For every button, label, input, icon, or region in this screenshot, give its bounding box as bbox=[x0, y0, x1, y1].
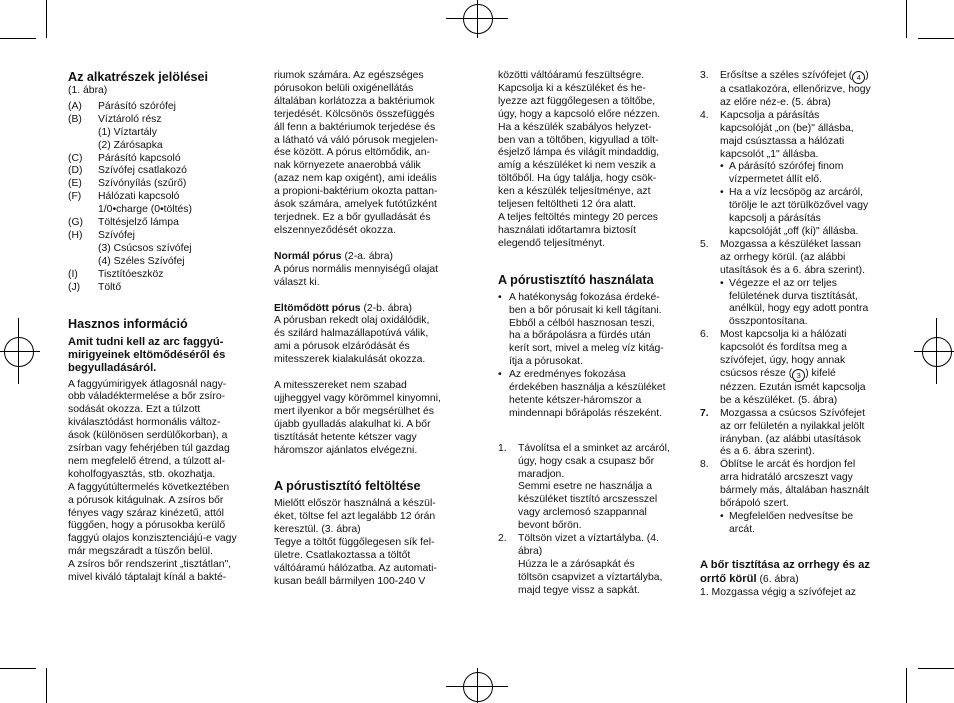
text-line: A zsíros bőr rendszerint „tisztátlan", bbox=[68, 559, 232, 571]
clogged-pore-ref: (2-b. ábra) bbox=[360, 302, 412, 314]
text-line: A mitesszereket nem szabad bbox=[274, 380, 407, 392]
part-item: (J) Töltő bbox=[68, 281, 122, 293]
text-line: A teljes feltöltés mintegy 20 perces bbox=[498, 211, 658, 223]
text-line: elszennyeződését okozza. bbox=[274, 224, 396, 236]
text-line: nem megfelelő étrend, a túlzott al- bbox=[68, 455, 226, 467]
text-line: Öblítse le arcát és hordjon fel bbox=[720, 459, 856, 471]
part-item: 1/0•charge (0•töltés) bbox=[98, 204, 192, 216]
blackhead-paragraph bbox=[274, 380, 462, 457]
column-4 bbox=[700, 70, 888, 600]
charging-text bbox=[274, 498, 462, 588]
text-line: használati időtartamra biztosít bbox=[498, 224, 637, 236]
text-line: kapcsolót „1" állásba. bbox=[720, 148, 819, 160]
text-line: választ ki. bbox=[274, 276, 320, 288]
text-line: nézzen. Ezután ismét kapcsolja bbox=[720, 381, 866, 393]
text-line: A pórus normális mennyiségű olajat bbox=[274, 263, 439, 275]
wide-nozzle-icon: 4 bbox=[852, 71, 865, 84]
intro-paragraph bbox=[274, 70, 462, 238]
text-line: ületre. Csatlakoztassa a töltőt bbox=[274, 550, 411, 562]
text-line: Mielőtt először használná a készül- bbox=[274, 498, 436, 510]
text-line: A pórusban rekedt olaj oxidálódik, bbox=[274, 315, 430, 327]
part-item: (G) Töltésjelző lámpa bbox=[68, 217, 179, 229]
info-title: Hasznos információ bbox=[68, 316, 188, 331]
crop-mark bbox=[46, 0, 47, 38]
registration-mark bbox=[463, 672, 493, 702]
step-5: 5. Mozgassa a készüléket lassan az orrhegy körül. (az alábbi utasítások és a 6. ábra szerint). bbox=[700, 239, 888, 278]
text-line: terjedését. Kölcsönös összefüggés bbox=[274, 108, 435, 120]
text-line: éket, töltse fel azt legalább 12 órán bbox=[274, 511, 436, 523]
usage-bullets bbox=[498, 292, 682, 421]
text-line: a pórusok kitágulnak. A zsíros bőr bbox=[68, 494, 224, 506]
column-2 bbox=[274, 70, 462, 589]
registration-mark bbox=[914, 351, 954, 352]
text-line: tisztítását hetente kétszer vagy bbox=[274, 431, 417, 443]
normal-pore-text bbox=[274, 264, 462, 290]
usage-title: A pórustisztító használata bbox=[498, 272, 654, 287]
text-line: a propioni-baktérium okozta pattan- bbox=[274, 186, 438, 198]
part-item: (3) Csúcsos szívófej bbox=[98, 242, 192, 254]
text-line: ujjheggyel vagy körömmel kinyomni, bbox=[274, 392, 441, 404]
step-6: 6. Most kapcsolja ki a hálózati kapcsolót és fordítsa meg a szívófejet, úgy, hogy annak csúcsos része ( 3 ) kifelé nézzen. Ezután ismét kapcsolja be a készüléket. (5. ábra) bbox=[700, 329, 888, 408]
usage-step: 2. Töltsön vizet a víztartályba. (4. ábra) Húzza le a zárósapkát és töltsön csapvizet a víztartályba, majd tegye vissz a sapkát. bbox=[498, 533, 663, 596]
text-line: obb váladéktermelése a bőr zsíro- bbox=[68, 391, 226, 403]
text-line: irányban. (az alábbi utasítások bbox=[720, 433, 861, 445]
charging-text-cont bbox=[498, 70, 682, 251]
text-line: és szilárd halmazállapotúvá válik, bbox=[274, 328, 429, 340]
part-item: (I) Tisztítóeszköz bbox=[68, 268, 164, 280]
text-line: újabb gyulladás alakulhat ki. A bőr bbox=[274, 418, 431, 430]
text-line: töltőből. Ha úgy találja, hogy csök- bbox=[498, 173, 657, 185]
parts-title: Az alkatrészek jelölései bbox=[68, 70, 209, 84]
text-line: bőrápoló szert. bbox=[720, 498, 789, 510]
text-line: az orr felületén a nyilakkal jelölt bbox=[720, 420, 865, 432]
usage-steps bbox=[498, 443, 682, 598]
text-line: sodását okozza. Ezt a túlzott bbox=[68, 404, 201, 416]
text-line: fényes vagy száraz kinézetű, attól bbox=[68, 507, 224, 519]
text-line: ken a készülék teljesítménye, azt bbox=[498, 186, 651, 198]
part-item: (1) Víztartály bbox=[98, 126, 157, 138]
text-line: kapcsolót és fordítsa meg a bbox=[720, 342, 848, 354]
registration-mark bbox=[936, 318, 937, 384]
text-line: ben van a töltőben, kigyullad a tölt- bbox=[498, 134, 659, 146]
text-line: mert ilyenkor a bőr megsérülhet és bbox=[274, 405, 434, 417]
text-line: és a 6. ábra szerint). bbox=[720, 446, 815, 458]
text-line: bármely más, általában használt bbox=[720, 485, 870, 497]
text-line: kapcsolóját „on (be)" állásba, bbox=[720, 122, 854, 134]
text-line: terjednek. Ez a bőr gyulladását és bbox=[274, 211, 431, 223]
text-line: be a készüléket. (5. ábra) bbox=[720, 394, 838, 406]
part-item: (4) Széles Szívófej bbox=[98, 255, 185, 267]
part-item: (E) Szívónyílás (szűrő) bbox=[68, 178, 187, 190]
text-line: koholfogyasztás, stb. okozhatja. bbox=[68, 468, 216, 480]
text-line: az orrhegy körül. (az alábbi bbox=[720, 251, 846, 263]
bullet-item: • Ha a víz lecsöpög az arcáról, törölje le azt törülközővel vagy kapcsolj a párásítás kapcsolóját „off (ki)" állásba. bbox=[720, 187, 869, 237]
bullet-item: • Megfelelően nedvesítse be arcát. bbox=[720, 511, 854, 535]
info-subtitle: Amit tudni kell az arc faggyú-mirigyeinek eltömődéséről és begyulladásáról. bbox=[68, 335, 226, 374]
text-line: mitesszerek kialakulását okozza. bbox=[274, 354, 426, 366]
crop-mark bbox=[918, 668, 954, 669]
bullet-item: • Végezze el az orr teljes felületének durva tisztítását, anélkül, hogy egy adott pontra összpontosítana. bbox=[720, 277, 869, 328]
bullet-icon: • bbox=[720, 161, 724, 173]
normal-pore-title: Normál pórus bbox=[274, 250, 342, 262]
part-item: (B) Víztároló rész bbox=[68, 113, 162, 125]
text-line: az előre néz-e. (5. ábra) bbox=[720, 96, 831, 108]
part-item: (F) Hálózati kapcsoló bbox=[68, 191, 180, 203]
bullet-item: • A hatékonyság fokozása érdeké- ben a bőr pórusait ki kell tágítani. Ebből a célból hasznosan teszi, ha a bőrápolásra a fürdés után kerít sort, mivel a meleg víz kitág- ítja a pórusokat. bbox=[498, 291, 664, 368]
text-line: teljesen feltöltheti 12 óra alatt. bbox=[498, 199, 637, 211]
text-line: Kapcsolja ki a készüléket és he- bbox=[498, 82, 646, 94]
nose-step-1: 1. Mozgassa végig a szívófejet az bbox=[700, 586, 856, 598]
text-line: mivel kiváló táptalajt kínál a bakté- bbox=[68, 572, 227, 584]
bullet-icon: • bbox=[720, 511, 724, 522]
text-line: függően, hogy a pórusokba kerülő bbox=[68, 520, 226, 532]
parts-list bbox=[68, 101, 258, 295]
text-line: ése között. A pórus eltömődik, an- bbox=[274, 147, 430, 159]
step-8: 8. Öblítse le arcát és hordjon fel arra hidratáló arcszeszt vagy bármely más, általában használt bőrápoló szert. bbox=[700, 459, 888, 511]
step-8-bullets bbox=[700, 511, 888, 537]
text-line: zsírban vagy fehérjében túl gazdag bbox=[68, 443, 230, 455]
usage-step: 1. Távolítsa el a sminket az arcáról, úgy, hogy csak a csupasz bőr maradjon. Semmi esetre ne használja a készüléket tisztító arcszesszel vagy arclemosó szappannal bevont bőrön. bbox=[498, 442, 670, 532]
part-item: (2) Zárósapka bbox=[98, 139, 163, 151]
text-line: kiválasztódást hormonális változ- bbox=[68, 417, 221, 429]
part-item: (H) Szívófej bbox=[68, 229, 135, 241]
column-1 bbox=[68, 70, 258, 585]
crop-mark bbox=[906, 0, 907, 38]
text-line: kusan beáll bármilyen 100-240 V bbox=[274, 575, 426, 587]
text-line: ésjelző lámpa és világít mindaddig, bbox=[498, 147, 660, 159]
text-line: a csatlakozóra, ellenőrizve, hogy bbox=[720, 84, 871, 95]
part-item: (C) Párásító kapcsoló bbox=[68, 152, 181, 164]
text-line: Ha a készülék szabályos helyzet- bbox=[498, 121, 652, 133]
text-line: közötti váltóáramú feszültségre. bbox=[498, 70, 645, 81]
text-line: arra hidratáló arcszeszt vagy bbox=[720, 472, 853, 484]
clogged-pore-title: Eltömődött pórus bbox=[274, 302, 361, 314]
text-line: faggyú olajos konzisztenciájú-e vagy bbox=[68, 533, 237, 545]
text-line: utasítások és a 6. ábra szerint). bbox=[720, 264, 865, 276]
crop-mark bbox=[0, 668, 36, 669]
nose-title: A bőr tisztítása az orrhegy és az orrtő körül bbox=[700, 558, 870, 585]
text-line: elegendő teljesítményt. bbox=[498, 237, 605, 249]
registration-mark bbox=[477, 668, 478, 703]
text-line: nak környezete anaerobbá válik bbox=[274, 160, 421, 172]
text-line: Kapcsolja a párásítás bbox=[720, 109, 820, 121]
text-line: riumok számára. Az egészséges bbox=[274, 70, 424, 81]
bullet-icon: • bbox=[498, 369, 502, 381]
text-line: általában korlátozza a baktériumok bbox=[274, 95, 435, 107]
text-line: Mozgassa a csúcsos Szívófejet bbox=[720, 407, 865, 419]
text-line: váltóáramú hálózatba. Az automati- bbox=[274, 563, 437, 574]
step-4-bullets bbox=[700, 161, 888, 238]
text-line: úgy, hogy a kapcsoló előre nézzen. bbox=[498, 108, 661, 120]
text-line: ások számára, amelyek futótűzként bbox=[274, 199, 437, 211]
text-line: amíg a készüléket ki nem veszik a bbox=[498, 160, 656, 172]
part-item: (D) Szívófej csatlakozó bbox=[68, 165, 187, 177]
text-line: ami a pórusok elzáródását és bbox=[274, 341, 410, 353]
text-line: majd csúsztassa a hálózati bbox=[720, 135, 845, 147]
registration-mark bbox=[477, 0, 478, 38]
normal-pore-ref: (2-a. ábra) bbox=[341, 250, 393, 262]
text-line: már megszáradt a tüszőn belül. bbox=[68, 546, 213, 558]
text-line: áll fenn a baktériumok terjedése és bbox=[274, 121, 436, 133]
bullet-icon: • bbox=[498, 291, 502, 303]
text-line: pórusokon belüli oxigénellátás bbox=[274, 82, 414, 94]
bullet-icon: • bbox=[720, 277, 724, 289]
text-line: Tegye a töltőt függőlegesen sík fel- bbox=[274, 537, 435, 549]
bullet-item: • Az eredményes fokozása érdekében használja a készüléket hetente kétszer-háromszor a mindennapi bőrápolás részeként. bbox=[498, 369, 666, 419]
text-line: lyezze azt függőlegesen a töltőbe, bbox=[498, 95, 656, 107]
charging-title: A pórustisztító feltöltése bbox=[274, 479, 421, 494]
part-item: (A) Párásító szórófej bbox=[68, 100, 176, 112]
info-paragraph bbox=[68, 379, 258, 586]
text-line: A faggyútúltermelés következtében bbox=[68, 481, 230, 493]
text-line: szívófejet, úgy, hogy annak bbox=[720, 355, 846, 367]
text-line: Most kapcsolja ki a hálózati bbox=[720, 329, 847, 341]
step-4: 4. Kapcsolja a párásítás kapcsolóját „on (be)" állásba, majd csúsztassa a hálózati kapcsolót „1" állásba. bbox=[700, 110, 888, 162]
text-line: keresztül. (3. ábra) bbox=[274, 524, 361, 536]
crop-mark bbox=[46, 668, 47, 703]
crop-mark bbox=[918, 38, 954, 39]
step-5-bullets bbox=[700, 278, 888, 330]
registration-mark bbox=[0, 351, 40, 352]
text-line: a látható vá váló pórusok megjelen- bbox=[274, 134, 439, 146]
text-line: háromszor ajánlatos elvégezni. bbox=[274, 444, 418, 456]
column-3 bbox=[498, 70, 682, 598]
bullet-item: • A párásító szórófej finom vízpermetet állít elő. bbox=[720, 161, 844, 186]
step-7: 7. Mozgassa a csúcsos Szívófejet az orr felületén a nyilakkal jelölt irányban. (az alábbi utasítások és a 6. ábra szerint). bbox=[700, 408, 888, 460]
pointed-nozzle-icon: 3 bbox=[792, 369, 805, 382]
text-line: Mozgassa a készüléket lassan bbox=[720, 238, 861, 250]
crop-mark bbox=[0, 38, 36, 39]
registration-mark bbox=[922, 337, 952, 367]
registration-mark bbox=[463, 4, 493, 34]
registration-mark bbox=[4, 337, 34, 367]
text-line: ások (különösen serdülőkorban), a bbox=[68, 430, 228, 442]
registration-mark bbox=[18, 318, 19, 384]
text-line: A faggyúmirigyek átlagosnál nagy- bbox=[68, 378, 227, 390]
crop-mark bbox=[906, 668, 907, 703]
clogged-pore-text bbox=[274, 315, 462, 367]
step-3: 3. Erősítse a széles szívófejet ( 4 ) a csatlakozóra, ellenőrizve, hogy az előre néz-e. (5. ábra) bbox=[700, 70, 888, 110]
text-line: (azaz nem kap oxigént), ami ideális bbox=[274, 173, 437, 185]
nose-ref: (6. ábra) bbox=[756, 573, 799, 585]
bullet-icon: • bbox=[720, 187, 724, 199]
parts-subtitle: (1. ábra) bbox=[68, 85, 108, 96]
